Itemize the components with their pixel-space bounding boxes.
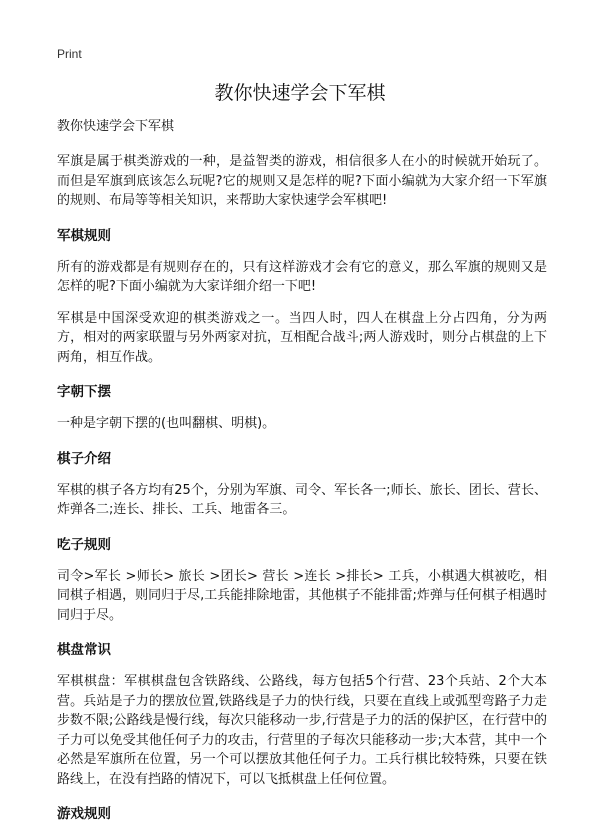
section-heading: 游戏规则 — [57, 806, 111, 822]
section-rules — [57, 227, 547, 368]
section-board — [57, 641, 547, 789]
section-heading: 棋子介绍 — [57, 450, 111, 467]
section-paragraph: 军棋是中国深受欢迎的棋类游戏之一。当四人时，四人在棋盘上分占四角，分为两方，相对的两家联盟与另外两家对抗，互相配合战斗;两人游戏时，则分占棋盘的上下两角，相互作战。 — [57, 310, 547, 365]
section-capture-rules — [57, 536, 547, 626]
document-body — [57, 118, 547, 836]
section-heading: 吃子规则 — [57, 536, 111, 553]
section-paragraph: 所有的游戏都是有规则存在的，只有这样游戏才会有它的意义，那么军旗的规则又是怎样的呢?下面小编就为大家详细介绍一下吧! — [57, 259, 547, 294]
section-paragraph: 军棋的棋子各方均有25个，分别为军旗、司令、军长各一;师长、旅长、团长、营长、炸弹各二;连长、排长、工兵、地雷各三。 — [57, 482, 547, 517]
section-game-rules — [57, 805, 547, 823]
section-pieces — [57, 450, 547, 520]
document-subtitle: 教你快速学会下军棋 — [57, 119, 175, 134]
section-heading: 棋盘常识 — [57, 642, 111, 658]
section-face-down — [57, 383, 547, 434]
print-link[interactable]: Print — [57, 47, 82, 61]
section-heading: 军棋规则 — [57, 227, 111, 244]
section-paragraph: 司令>军长 >师长> 旅长 >团长> 营长 >连长 >排长> 工兵，小棋遇大棋被吃，相同棋子相遇，则同归于尽,工兵能排除地雷，其他棋子不能排雷;炸弹与任何棋子相遇时同归于尽。 — [57, 568, 547, 623]
intro-paragraph: 军旗是属于棋类游戏的一种，是益智类的游戏，相信很多人在小的时候就开始玩了。而但是军旗到底该怎么玩呢?它的规则又是怎样的呢?下面小编就为大家介绍一下军旗的规则、布局等等相关知识，来帮助大家快速学会军棋吧! — [57, 154, 547, 208]
section-paragraph: 军棋棋盘：军棋棋盘包含铁路线、公路线，每方包括5个行营、23个兵站、2个大本营。兵站是子力的摆放位置,铁路线是子力的快行线，只要在直线上或弧型弯路子力走步数不限;公路线是慢行线，每次只能移动一步,行营是子力的活的保护区，在行营中的子力可以免受其他任何子力的攻击，行营里的子每次只能移动一步;大本营，其中一个必然是军旗所在位置，另一个可以摆放其他任何子力。工兵行棋比较特殊，只要在铁路线上，在没有挡路的情况下，可以飞抵棋盘上任何位置。 — [57, 674, 547, 787]
section-paragraph: 一种是字朝下摆的(也叫翻棋、明棋)。 — [57, 416, 276, 431]
document-title: 教你快速学会下军棋 — [214, 82, 386, 104]
section-heading: 字朝下摆 — [57, 384, 111, 400]
